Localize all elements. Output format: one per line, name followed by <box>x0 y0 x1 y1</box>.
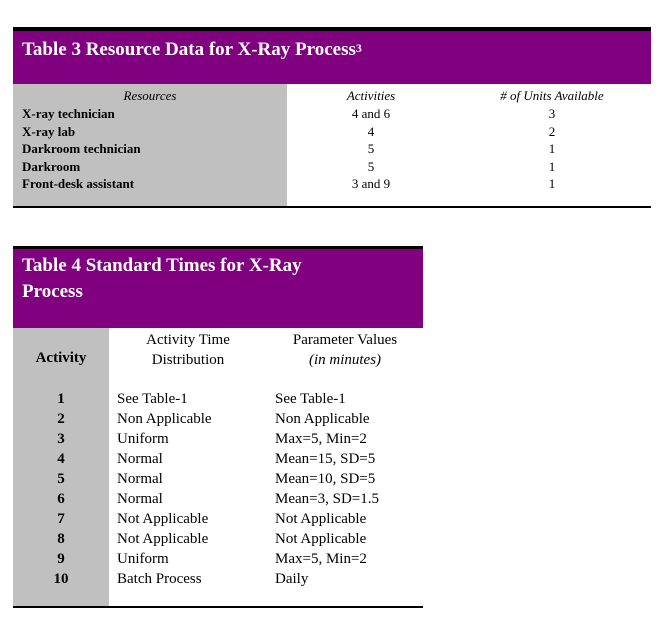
table-4-parameters-cell: See Table-1 <box>275 391 346 407</box>
table-4-parameters-column <box>275 389 379 589</box>
table-4-activity-cell: 3 <box>57 431 65 447</box>
table-4-distribution-cell: Not Applicable <box>117 531 209 547</box>
table-4-header-distribution-line-2: Distribution <box>151 352 225 368</box>
table-4-distribution-column <box>117 389 212 589</box>
table-3-title-footnote: 3 <box>355 41 362 55</box>
table-3-resource-cell: Darkroom <box>22 158 81 174</box>
table-4-activity-cell: 4 <box>57 451 65 467</box>
table-4-title-banner <box>13 249 423 328</box>
table-4-parameters-cell: Max=5, Min=2 <box>275 431 367 447</box>
table-3-header-units: # of Units Available <box>500 88 604 103</box>
table-3-resource-cell: Darkroom technician <box>22 141 141 156</box>
table-4-activity-cell: 5 <box>57 471 65 487</box>
table-4-body <box>13 328 423 606</box>
table-4-distribution-cell: Normal <box>117 491 163 507</box>
table-4-header-distribution <box>128 330 248 370</box>
table-4-distribution-cell: Batch Process <box>117 571 202 587</box>
table-3-activities-cell: 4 <box>367 123 375 139</box>
table-3-body <box>13 84 651 206</box>
table-3-activities-cell: 4 and 6 <box>351 106 391 121</box>
table-4-header-parameters-unit: (in minutes) <box>308 352 382 368</box>
table-3-activities-cell: 3 and 9 <box>351 176 391 191</box>
table-4-activity-cell: 1 <box>57 391 65 407</box>
table-3-resource-cell: X-ray technician <box>22 106 115 121</box>
table-4-parameters-cell: Not Applicable <box>275 511 367 527</box>
table-4-activity-cell: 10 <box>53 571 69 587</box>
table-4-activity-cell: 7 <box>57 511 65 527</box>
table-4-header-distribution-line-1: Activity Time <box>146 332 230 348</box>
table-4-header-parameters-line-1: Parameter Values <box>292 332 398 348</box>
table-4-activity-cell: 8 <box>57 531 65 547</box>
table-3-units-cell: 3 <box>548 106 556 121</box>
table-4-activity-cell: 9 <box>57 551 65 567</box>
table-4-parameters-cell: Max=5, Min=2 <box>275 551 367 567</box>
table-4-parameters-cell: Non Applicable <box>275 411 370 427</box>
table-3-bottom-rule <box>13 206 651 208</box>
table-3-header-resources: Resources <box>123 88 177 103</box>
table-4-parameters-cell: Mean=3, SD=1.5 <box>275 491 379 507</box>
table-4-activity-column <box>13 389 109 589</box>
table-3-resource-data <box>13 27 651 208</box>
table-3-resource-cell: Front-desk assistant <box>22 176 135 191</box>
table-4-distribution-cell: Non Applicable <box>117 411 212 427</box>
table-4-distribution-cell: Uniform <box>117 431 169 447</box>
table-4-header-parameters <box>275 330 415 370</box>
table-3-activities-column <box>328 105 414 193</box>
table-4-standard-times <box>13 246 423 608</box>
table-3-activities-cell: 5 <box>367 158 375 174</box>
table-4-distribution-cell: Normal <box>117 471 163 487</box>
table-4-parameters-cell: Daily <box>275 571 309 587</box>
table-4-distribution-cell: Not Applicable <box>117 511 209 527</box>
table-4-distribution-cell: Normal <box>117 451 163 467</box>
table-3-units-cell: 1 <box>548 158 556 174</box>
table-4-parameters-cell: Mean=15, SD=5 <box>275 451 376 467</box>
table-4-parameters-cell: Mean=10, SD=5 <box>275 471 376 487</box>
table-3-activities-cell: 5 <box>367 141 375 156</box>
table-4-title-line-1: Table 4 Standard Times for X-Ray <box>22 255 302 276</box>
table-4-activity-cell: 6 <box>57 491 65 507</box>
table-4-header-activity: Activity <box>35 350 87 366</box>
table-3-resources-column <box>22 105 141 193</box>
table-3-units-cell: 1 <box>548 176 556 191</box>
table-4-parameters-cell: Not Applicable <box>275 531 367 547</box>
table-4-activity-cell: 2 <box>57 411 65 427</box>
table-3-title: Table 3 Resource Data for X-Ray Process <box>22 39 356 60</box>
table-4-title-line-2: Process <box>22 281 83 302</box>
table-3-resource-cell: X-ray lab <box>22 123 76 139</box>
table-3-header-activities: Activities <box>346 88 396 103</box>
table-4-bottom-rule <box>13 606 423 608</box>
table-3-title-banner <box>13 31 651 84</box>
table-3-units-cell: 1 <box>548 141 556 156</box>
table-4-distribution-cell: Uniform <box>117 551 169 567</box>
table-4-distribution-cell: See Table-1 <box>117 391 188 407</box>
table-3-units-cell: 2 <box>548 123 556 139</box>
table-3-units-column <box>483 105 621 193</box>
